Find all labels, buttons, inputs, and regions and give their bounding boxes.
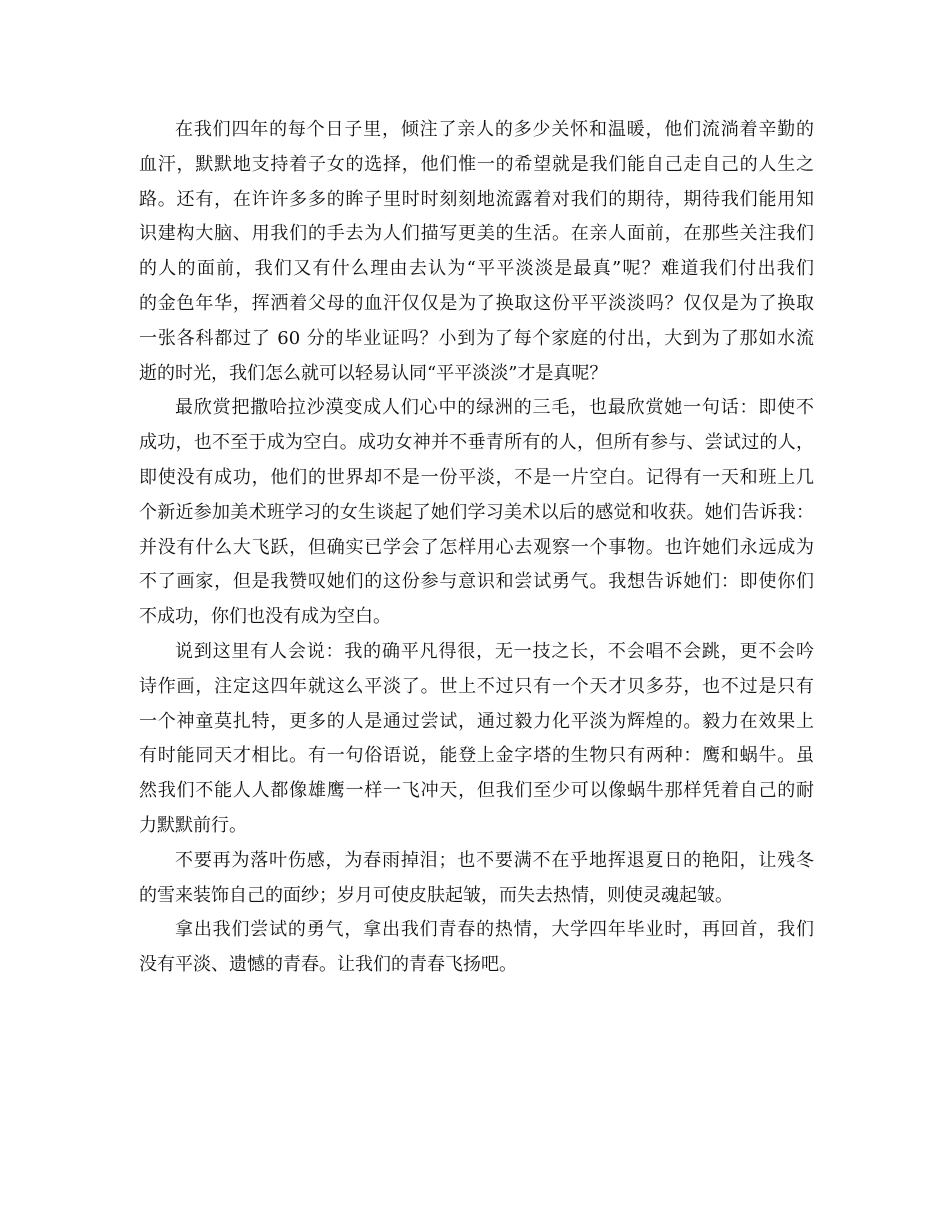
paragraph-line: 然我们不能人人都像雄鹰一样一飞冲天，但我们至少可以像蜗牛那样凭着自己的耐 bbox=[139, 780, 814, 802]
paragraph-line: 血汗，默默地支持着子女的选择，他们惟一的希望就是我们能自己走自己的人生之 bbox=[139, 153, 814, 175]
paragraph-line: 路。还有，在许许多多的眸子里时时刻刻地流露着对我们的期待，期待我们能用知 bbox=[139, 188, 814, 210]
paragraph-line: 不成功，你们也没有成为空白。 bbox=[139, 606, 391, 628]
paragraph-line: 不了画家，但是我赞叹她们的这份参与意识和尝试勇气。我想告诉她们：即使你们 bbox=[139, 571, 814, 593]
paragraph-1 bbox=[139, 113, 814, 391]
paragraph-line: 个新近参加美术班学习的女生谈起了她们学习美术以后的感觉和收获。她们告诉我： bbox=[139, 501, 814, 523]
paragraph-line: 有时能同天才相比。有一句俗语说，能登上金字塔的生物只有两种：鹰和蜗牛。虽 bbox=[139, 745, 814, 767]
paragraph-line: 的人的面前，我们又有什么理由去认为“平平淡淡是最真”呢？难道我们付出我们 bbox=[139, 258, 814, 280]
paragraph-line: 拿出我们尝试的勇气，拿出我们青春的热情，大学四年毕业时，再回首，我们 bbox=[175, 919, 814, 941]
paragraph-line: 在我们四年的每个日子里，倾注了亲人的多少关怀和温暖，他们流淌着辛勤的 bbox=[175, 119, 814, 140]
paragraph-line: 力默默前行。 bbox=[139, 814, 247, 836]
paragraph-line: 的金色年华，挥洒着父母的血汗仅仅是为了换取这份平平淡淡吗？仅仅是为了换取 bbox=[139, 292, 814, 314]
paragraph-2 bbox=[139, 391, 814, 635]
paragraph-line: 说到这里有人会说：我的确平凡得很，无一技之长，不会唱不会跳，更不会吟 bbox=[175, 640, 814, 662]
paragraph-line: 诗作画，注定这四年就这么平淡了。世上不过只有一个天才贝多芬，也不过是只有 bbox=[139, 675, 814, 697]
paragraph-line: 识建构大脑、用我们的手去为人们描写更美的生活。在亲人面前，在那些关注我们 bbox=[139, 223, 814, 245]
paragraph-line: 一张各科都过了 60 分的毕业证吗？小到为了每个家庭的付出，大到为了那如水流 bbox=[139, 327, 814, 349]
paragraph-line: 最欣赏把撒哈拉沙漠变成人们心中的绿洲的三毛，也最欣赏她一句话：即使不 bbox=[175, 397, 814, 419]
paragraph-line: 即使没有成功，他们的世界却不是一份平淡，不是一片空白。记得有一天和班上几 bbox=[139, 466, 814, 488]
paragraph-line: 不要再为落叶伤感，为春雨掉泪；也不要满不在乎地挥退夏日的艳阳，让残冬 bbox=[175, 849, 814, 871]
paragraph-5 bbox=[139, 913, 814, 983]
paragraph-line: 并没有什么大飞跃，但确实已学会了怎样用心去观察一个事物。也许她们永远成为 bbox=[139, 536, 814, 558]
paragraph-line: 成功，也不至于成为空白。成功女神并不垂青所有的人，但所有参与、尝试过的人， bbox=[139, 432, 814, 454]
paragraph-4 bbox=[139, 844, 814, 914]
paragraph-3 bbox=[139, 635, 814, 844]
paragraph-line: 逝的时光，我们怎么就可以轻易认同“平平淡淡”才是真呢？ bbox=[139, 362, 608, 384]
paragraph-line: 的雪来装饰自己的面纱；岁月可使皮肤起皱，而失去热情，则使灵魂起皱。 bbox=[139, 884, 733, 906]
body-text bbox=[139, 113, 814, 983]
paragraph-line: 没有平淡、遗憾的青春。让我们的青春飞扬吧。 bbox=[139, 954, 517, 976]
paragraph-line: 一个神童莫扎特，更多的人是通过尝试，通过毅力化平淡为辉煌的。毅力在效果上 bbox=[139, 710, 814, 732]
